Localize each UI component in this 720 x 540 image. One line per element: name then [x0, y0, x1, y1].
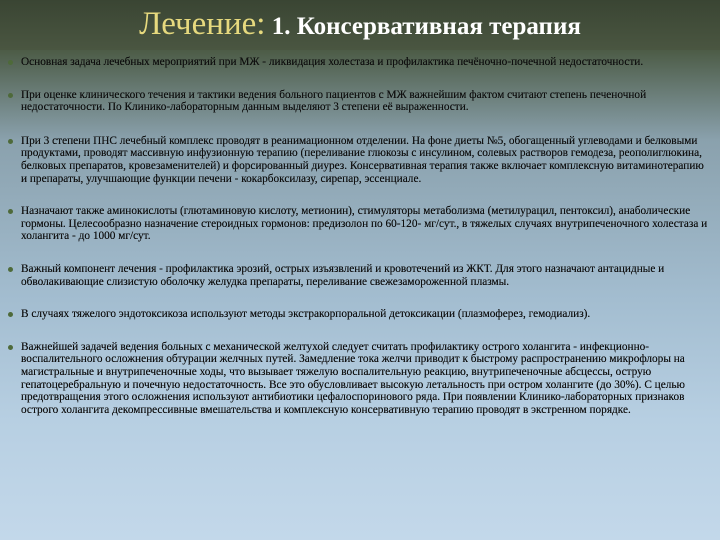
bullet-list	[6, 56, 712, 416]
bullet-icon	[8, 139, 13, 144]
list-item	[6, 205, 712, 243]
list-item-text: При оценке клинического течения и тактики ведения больного пациентов с МЖ важнейшим фактом считают степень печеночной недостаточности. По Клинико-лабораторным данным выделяют 3 степени её выраженности.	[21, 88, 647, 114]
bullet-icon	[8, 345, 13, 350]
bullet-icon	[8, 312, 13, 317]
list-item-text: Важный компонент лечения - профилактика эрозий, острых изъязвлений и кровотечений из ЖКТ. Для этого назначают антацидные и обволакивающие слизистую оболочку желудка препараты, переливание свежезамороженной плазмы.	[21, 262, 665, 288]
slide-title	[0, 2, 720, 52]
bullet-icon	[8, 209, 13, 214]
title-accent: Лечение:	[139, 6, 266, 42]
bullet-icon	[8, 93, 13, 98]
list-item-text: Назначают также аминокислоты (глютаминовую кислоту, метионин), стимуляторы метаболизма (метилурацил, пентоксил), анаболические гормоны. Целесообразно назначение стероидных гормонов: предизолон по 60-120- мг/сут., в тяжелых случаях внутрипеченочного холестаза и холангита - до 1000 мг/сут.	[21, 205, 708, 243]
bullet-icon	[8, 267, 13, 272]
list-item	[6, 263, 712, 288]
list-item	[6, 89, 712, 114]
list-item-text: Важнейшей задачей ведения больных с механической желтухой следует считать профилактику острого холангита - инфекционно-воспалительного осложнения обтурации желчных путей. Замедление тока желчи приводит к быстрому распространению микрофлоры на магистральные и внутрипеченочные ходы, что вызывает тяжелую воспалительную реакцию, внутрипеченочные абсцессы, острую гепатоцеребральную и почечную недостаточность. Все это обусловливает высокую летальность при остром холангите (до 30%). С целью предотвращения этого осложнения используют антибиотики цефалоспоринового ряда. При появлении Клинико-лабораторных признаков острого холангита декомпрессивные вмешательства и комплексную консервативную терапию проводят в экстренном порядке.	[21, 340, 685, 416]
list-item	[6, 308, 712, 321]
list-item-text: При 3 степени ПНС лечебный комплекс проводят в реанимационном отделении. На фоне диеты №5, обогащенный углеводами и белковыми продуктами, проводят массивную инфузионную терапию (переливание глюкозы с инсулином, солевых растворов гемодеза, реополиглюкина, белковых препаратов, кровезаменителей) и форсированный диурез. Консервативная терапия также включает комплексную витаминотерапию и препараты, улучшающие функции печени - кокарбоксилазу, сирепар, эссенциале.	[21, 134, 704, 185]
title-main: 1. Консервативная терапия	[265, 13, 581, 40]
list-item-text: В случаях тяжелого эндотоксикоза используют методы экстракорпоральной детоксикации (плазмоферез, гемодиализ).	[21, 308, 591, 321]
title-bar	[0, 0, 720, 50]
list-item	[6, 135, 712, 185]
bullet-icon	[8, 60, 13, 65]
list-item-text: Основная задача лечебных мероприятий при МЖ - ликвидация холестаза и профилактика печёночно-почечной недостаточности.	[21, 56, 644, 68]
list-item	[6, 56, 712, 69]
list-item	[6, 341, 712, 417]
